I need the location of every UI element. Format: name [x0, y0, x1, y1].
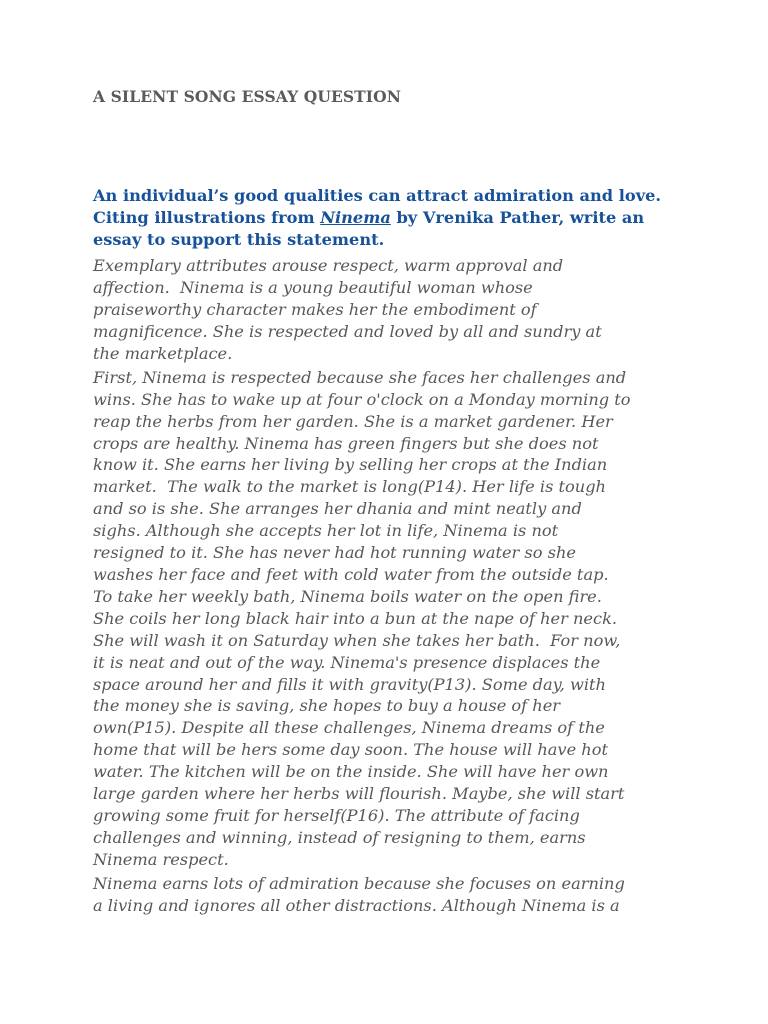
essay-question: [93, 185, 693, 252]
paragraph-line: magnificence. She is respected and loved by all and sundry at: [93, 321, 602, 341]
paragraph-line: affection. Ninema is a young beautiful woman whose: [93, 277, 533, 297]
paragraph-line: the money she is saving, she hopes to buy a house of her: [93, 696, 561, 716]
paragraph-line: home that will be hers some day soon. The house will have hot: [93, 740, 608, 760]
paragraph-line: market. The walk to the market is long(P14). Her life is tough: [93, 477, 606, 497]
essay-body: [93, 255, 693, 919]
question-text-end: by Vrenika Pather, write an essay to support this statement.: [93, 208, 645, 250]
paragraph-line: She coils her long black hair into a bun at the nape of her neck.: [93, 608, 618, 628]
paragraph-line: praiseworthy character makes her the embodiment of: [93, 299, 537, 319]
essay-paragraph: [93, 873, 693, 917]
paragraph-line: Ninema earns lots of admiration because she focuses on earning: [93, 873, 625, 893]
paragraph-line: a living and ignores all other distractions. Although Ninema is a: [93, 895, 620, 915]
paragraph-line: Exemplary attributes arouse respect, warm approval and: [93, 256, 564, 275]
paragraph-line: reap the herbs from her garden. She is a market gardener. Her: [93, 411, 613, 431]
paragraph-line: it is neat and out of the way. Ninema's presence displaces the: [93, 652, 601, 672]
paragraph-line: and so is she. She arranges her dhania and mint neatly and: [93, 499, 582, 519]
paragraph-line: sighs. Although she accepts her lot in life, Ninema is not: [93, 521, 559, 541]
question-text-start: An individual’s good qualities can attract admiration and love. Citing illustrations from: [93, 186, 662, 228]
paragraph-line: crops are healthy. Ninema has green fingers but she does not: [93, 433, 599, 453]
paragraph-line: Ninema respect.: [93, 849, 229, 869]
paragraph-line: water. The kitchen will be on the inside. She will have her own: [93, 762, 609, 782]
book-title: Ninema: [320, 208, 391, 228]
paragraph-line: challenges and winning, instead of resigning to them, earns: [93, 827, 586, 847]
paragraph-line: know it. She earns her living by selling her crops at the Indian: [93, 455, 608, 475]
paragraph-line: washes her face and feet with cold water from the outside tap.: [93, 564, 609, 584]
paragraph-line: She will wash it on Saturday when she takes her bath. For now,: [93, 630, 621, 650]
paragraph-line: growing some fruit for herself(P16). The attribute of facing: [93, 805, 580, 825]
paragraph-line: large garden where her herbs will flourish. Maybe, she will start: [93, 784, 625, 804]
paragraph-line: own(P15). Despite all these challenges, Ninema dreams of the: [93, 718, 605, 738]
paragraph-line: the marketplace.: [93, 343, 233, 363]
essay-paragraph: [93, 255, 693, 365]
paragraph-line: space around her and fills it with gravity(P13). Some day, with: [93, 674, 606, 694]
essay-paragraph: [93, 367, 693, 871]
paragraph-line: resigned to it. She has never had hot running water so she: [93, 543, 576, 563]
paragraph-line: To take her weekly bath, Ninema boils water on the open fire.: [93, 586, 602, 606]
document-title: A SILENT SONG ESSAY QUESTION: [93, 87, 402, 106]
paragraph-line: wins. She has to wake up at four o'clock on a Monday morning to: [93, 389, 631, 409]
paragraph-line: First, Ninema is respected because she faces her challenges and: [93, 367, 627, 387]
